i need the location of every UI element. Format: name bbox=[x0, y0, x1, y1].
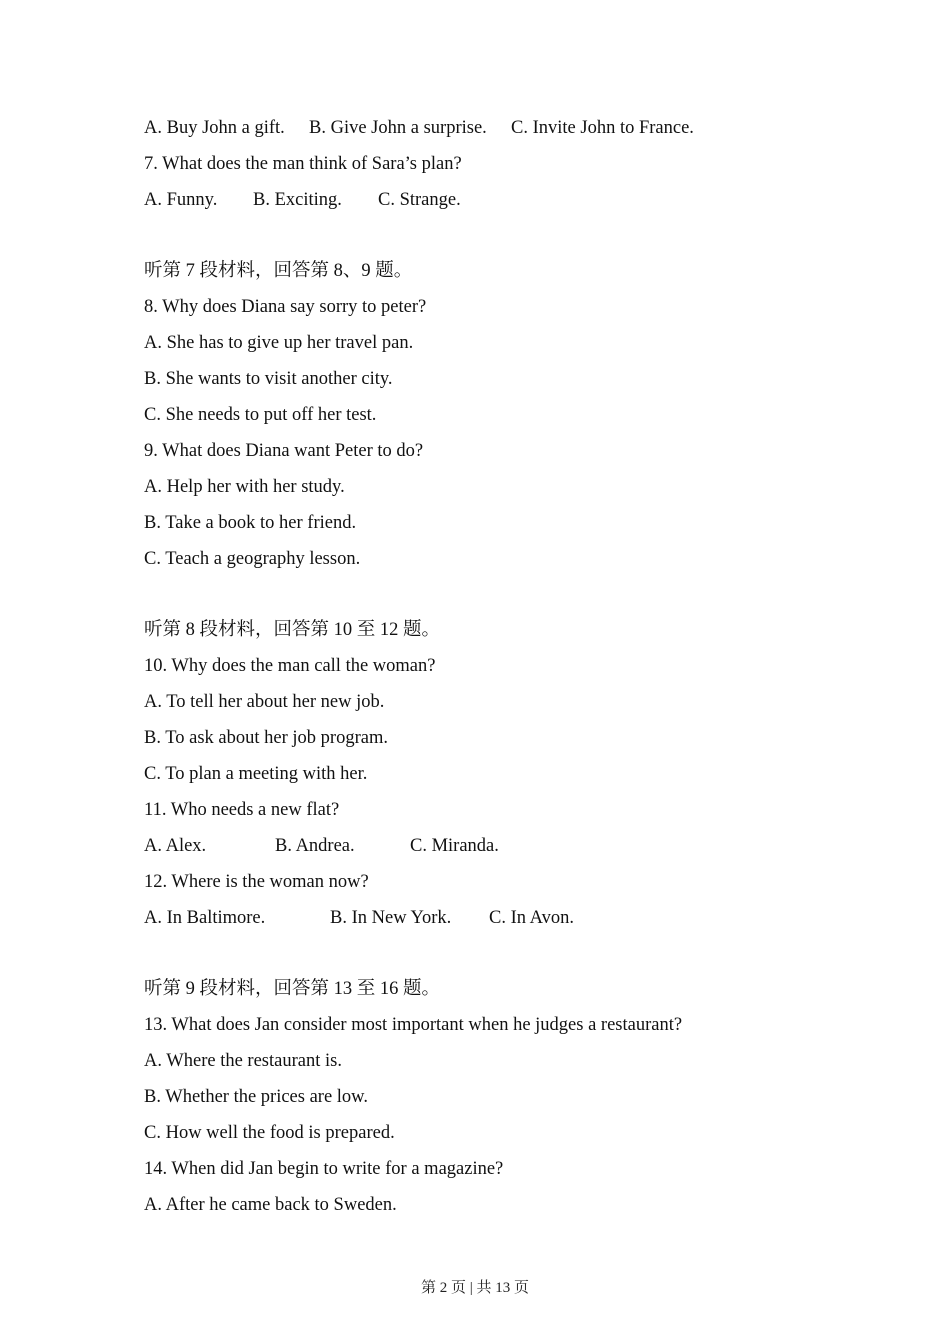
question-14: 14. When did Jan begin to write for a magazine? bbox=[144, 1159, 504, 1179]
q7-option-a: A. Funny. bbox=[144, 190, 218, 210]
q14-option-a: A. After he came back to Sweden. bbox=[144, 1195, 397, 1215]
q12-option-b: B. In New York. bbox=[330, 908, 452, 928]
question-13: 13. What does Jan consider most important when he judges a restaurant? bbox=[144, 1015, 683, 1035]
q12-option-c: C. In Avon. bbox=[489, 908, 574, 928]
q11-option-c: C. Miranda. bbox=[410, 836, 499, 856]
question-11: 11. Who needs a new flat? bbox=[144, 800, 340, 820]
q13-option-b: B. Whether the prices are low. bbox=[144, 1087, 368, 1107]
q9-option-c: C. Teach a geography lesson. bbox=[144, 549, 361, 569]
q10-option-b: B. To ask about her job program. bbox=[144, 728, 388, 748]
q7-option-b: B. Exciting. bbox=[253, 190, 342, 210]
section-9-heading: 听第 9 段材料，回答第 13 至 16 题。 bbox=[144, 979, 441, 999]
q8-option-b: B. She wants to visit another city. bbox=[144, 369, 393, 389]
q8-option-c: C. She needs to put off her test. bbox=[144, 405, 377, 425]
q7-option-c: C. Strange. bbox=[378, 190, 461, 210]
section-8-heading: 听第 8 段材料，回答第 10 至 12 题。 bbox=[144, 620, 441, 640]
q6-option-a: A. Buy John a gift. bbox=[144, 118, 285, 138]
section-7-heading: 听第 7 段材料，回答第 8、9 题。 bbox=[144, 261, 413, 281]
q10-option-c: C. To plan a meeting with her. bbox=[144, 764, 368, 784]
question-10: 10. Why does the man call the woman? bbox=[144, 656, 436, 676]
page-footer: 第 2 页 | 共 13 页 bbox=[420, 1280, 529, 1296]
question-9: 9. What does Diana want Peter to do? bbox=[144, 441, 424, 461]
q9-option-b: B. Take a book to her friend. bbox=[144, 513, 357, 533]
q8-option-a: A. She has to give up her travel pan. bbox=[144, 333, 414, 353]
q11-option-a: A. Alex. bbox=[144, 836, 207, 856]
q12-option-a: A. In Baltimore. bbox=[144, 908, 266, 928]
q10-option-a: A. To tell her about her new job. bbox=[144, 692, 385, 712]
question-7: 7. What does the man think of Sara’s plan? bbox=[144, 154, 462, 174]
q9-option-a: A. Help her with her study. bbox=[144, 477, 345, 497]
q6-option-c: C. Invite John to France. bbox=[511, 118, 694, 138]
q11-option-b: B. Andrea. bbox=[275, 836, 355, 856]
q13-option-a: A. Where the restaurant is. bbox=[144, 1051, 342, 1071]
question-8: 8. Why does Diana say sorry to peter? bbox=[144, 297, 427, 317]
question-12: 12. Where is the woman now? bbox=[144, 872, 369, 892]
q6-option-b: B. Give John a surprise. bbox=[309, 118, 487, 138]
q13-option-c: C. How well the food is prepared. bbox=[144, 1123, 395, 1143]
